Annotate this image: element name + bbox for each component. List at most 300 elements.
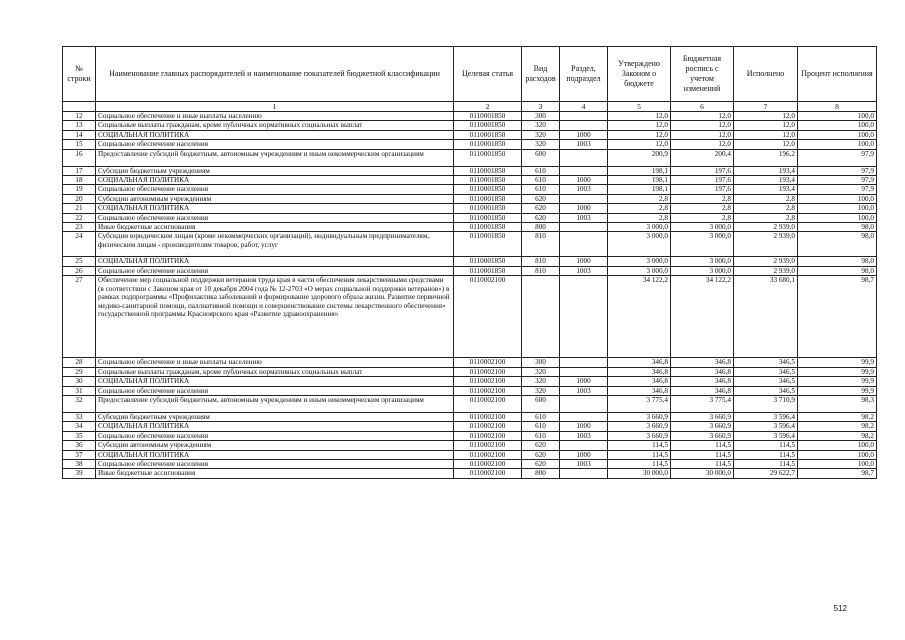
row-percent: 100,0: [798, 130, 877, 139]
row-number: 13: [63, 121, 96, 130]
row-percent: 98,0: [798, 257, 877, 266]
row-section: [560, 194, 608, 203]
row-expense-kind: 610: [522, 176, 560, 185]
row-executed: 12,0: [734, 140, 798, 149]
row-number: 14: [63, 130, 96, 139]
row-number: 12: [63, 112, 96, 121]
header-row-number: № строки: [63, 47, 96, 102]
header-budget-schedule: Бюджетная роспись с учетом изменений: [671, 47, 734, 102]
row-approved: 114,5: [608, 441, 671, 450]
row-name: СОЦИАЛЬНАЯ ПОЛИТИКА: [96, 204, 454, 213]
row-percent: 98,0: [798, 232, 877, 257]
row-executed: 12,0: [734, 121, 798, 130]
row-name: СОЦИАЛЬНАЯ ПОЛИТИКА: [96, 377, 454, 386]
row-section: 1003: [560, 386, 608, 395]
column-number: 3: [522, 102, 560, 112]
row-section: 1000: [560, 450, 608, 459]
header-executed: Исполнено: [734, 47, 798, 102]
row-name: Обеспечение мер социальной поддержки ветеранов труда края в части обеспечения лекарственными средствами (в соответствии с Законом края от 10 декабря 2004 года № 12-2703 «О мерах социальной поддержки ветеранов») в рамках подпрограммы «Профилактика заболеваний и формирование здорового образа жизни. Развитие первичной медико-санитарной помощи, паллиативной помощи и совершенствование системы лекарственного обеспечения» государственной программы Красноярского края «Развитие здравоохранения»: [96, 276, 454, 358]
row-percent: 97,9: [798, 149, 877, 166]
row-executed: 193,4: [734, 166, 798, 175]
row-approved: 12,0: [608, 121, 671, 130]
row-executed: 114,5: [734, 459, 798, 468]
table-row: [63, 450, 877, 459]
row-executed: 2,8: [734, 194, 798, 203]
row-budget-schedule: 3 000,0: [671, 266, 734, 275]
row-target-article: 0110002100: [454, 441, 522, 450]
row-budget-schedule: 2,8: [671, 213, 734, 222]
budget-table: [62, 46, 877, 479]
row-budget-schedule: 3 660,9: [671, 422, 734, 431]
row-approved: 3 660,9: [608, 422, 671, 431]
row-percent: 98,0: [798, 266, 877, 275]
row-approved: 198,1: [608, 166, 671, 175]
row-name: Субсидии автономным учреждениям: [96, 441, 454, 450]
row-budget-schedule: 34 122,2: [671, 276, 734, 358]
row-percent: 100,0: [798, 194, 877, 203]
table-row: [63, 266, 877, 275]
row-approved: 3 660,9: [608, 431, 671, 440]
row-number: 19: [63, 185, 96, 194]
row-number: 27: [63, 276, 96, 358]
row-executed: 193,4: [734, 185, 798, 194]
row-name: Субсидии бюджетным учреждениям: [96, 412, 454, 421]
row-budget-schedule: 346,8: [671, 358, 734, 367]
row-target-article: 0110001850: [454, 130, 522, 139]
row-section: [560, 149, 608, 166]
row-percent: 100,0: [798, 121, 877, 130]
row-number: 17: [63, 166, 96, 175]
row-expense-kind: 300: [522, 358, 560, 367]
row-budget-schedule: 30 000,0: [671, 469, 734, 478]
row-budget-schedule: 3 660,9: [671, 431, 734, 440]
row-target-article: 0110001850: [454, 194, 522, 203]
row-name: Социальное обеспечение населения: [96, 213, 454, 222]
row-approved: 346,8: [608, 377, 671, 386]
row-expense-kind: 320: [522, 367, 560, 376]
row-approved: 346,8: [608, 367, 671, 376]
row-target-article: 0110001850: [454, 223, 522, 232]
row-executed: 346,5: [734, 386, 798, 395]
row-approved: 12,0: [608, 140, 671, 149]
row-approved: 3 000,0: [608, 257, 671, 266]
table-row: [63, 431, 877, 440]
table-header-row: [63, 47, 877, 102]
row-number: 25: [63, 257, 96, 266]
row-name: Социальное обеспечение населения: [96, 266, 454, 275]
row-target-article: 0110001850: [454, 176, 522, 185]
row-target-article: 0110002100: [454, 386, 522, 395]
table-row: [63, 367, 877, 376]
row-number: 23: [63, 223, 96, 232]
row-section: 1003: [560, 213, 608, 222]
row-name: Социальное обеспечение населения: [96, 459, 454, 468]
column-number: 6: [671, 102, 734, 112]
row-section: 1000: [560, 176, 608, 185]
row-number: 36: [63, 441, 96, 450]
row-expense-kind: 300: [522, 112, 560, 121]
row-expense-kind: 800: [522, 469, 560, 478]
row-number: 24: [63, 232, 96, 257]
row-section: [560, 412, 608, 421]
row-section: 1000: [560, 377, 608, 386]
header-percent: Процент исполнения: [798, 47, 877, 102]
row-executed: 2 939,0: [734, 232, 798, 257]
row-percent: 97,9: [798, 166, 877, 175]
row-target-article: 0110002100: [454, 459, 522, 468]
row-expense-kind: 620: [522, 459, 560, 468]
row-number: 21: [63, 204, 96, 213]
table-row: [63, 130, 877, 139]
row-approved: 346,8: [608, 386, 671, 395]
table-row: [63, 149, 877, 166]
row-approved: 114,5: [608, 450, 671, 459]
row-budget-schedule: 3 660,9: [671, 412, 734, 421]
row-percent: 100,0: [798, 213, 877, 222]
table-row: [63, 204, 877, 213]
row-approved: 3 000,0: [608, 223, 671, 232]
column-number: 1: [96, 102, 454, 112]
row-percent: 99,9: [798, 367, 877, 376]
row-section: [560, 223, 608, 232]
row-section: [560, 166, 608, 175]
row-expense-kind: 600: [522, 149, 560, 166]
row-budget-schedule: 197,6: [671, 166, 734, 175]
row-budget-schedule: 12,0: [671, 130, 734, 139]
row-section: 1003: [560, 266, 608, 275]
row-approved: 2,8: [608, 194, 671, 203]
row-target-article: 0110001850: [454, 232, 522, 257]
row-budget-schedule: 3 000,0: [671, 223, 734, 232]
page-number: 512: [833, 604, 847, 613]
row-number: 26: [63, 266, 96, 275]
row-number: 32: [63, 395, 96, 412]
table-body: [63, 112, 877, 479]
header-target-article: Целевая статья: [454, 47, 522, 102]
row-target-article: 0110002100: [454, 395, 522, 412]
row-budget-schedule: 2,8: [671, 204, 734, 213]
row-expense-kind: 810: [522, 232, 560, 257]
row-percent: 98,3: [798, 395, 877, 412]
table-row: [63, 223, 877, 232]
row-budget-schedule: 114,5: [671, 450, 734, 459]
row-percent: 98,7: [798, 276, 877, 358]
row-section: [560, 358, 608, 367]
row-percent: 97,9: [798, 185, 877, 194]
row-number: 31: [63, 386, 96, 395]
row-number: 37: [63, 450, 96, 459]
row-number: 33: [63, 412, 96, 421]
row-budget-schedule: 346,8: [671, 377, 734, 386]
row-expense-kind: 600: [522, 395, 560, 412]
row-expense-kind: 620: [522, 204, 560, 213]
row-expense-kind: 320: [522, 386, 560, 395]
row-budget-schedule: 3 000,0: [671, 232, 734, 257]
row-approved: 198,1: [608, 176, 671, 185]
row-name: Социальное обеспечение населения: [96, 185, 454, 194]
row-budget-schedule: 346,8: [671, 367, 734, 376]
row-name: Субсидии автономным учреждениям: [96, 194, 454, 203]
row-section: [560, 112, 608, 121]
table-row: [63, 412, 877, 421]
row-expense-kind: 620: [522, 441, 560, 450]
table-row: [63, 358, 877, 367]
row-budget-schedule: 3 775,4: [671, 395, 734, 412]
row-approved: 2,8: [608, 204, 671, 213]
row-target-article: 0110002100: [454, 377, 522, 386]
column-number-row: [63, 102, 877, 112]
row-expense-kind: 320: [522, 377, 560, 386]
row-section: 1003: [560, 140, 608, 149]
header-section: Раздел, подраздел: [560, 47, 608, 102]
row-executed: 196,2: [734, 149, 798, 166]
row-section: 1000: [560, 204, 608, 213]
row-name: Субсидии юридическим лицам (кроме некоммерческих организаций), индивидуальным предпринимателям, физическим лицам - производителям товаров, работ, услуг: [96, 232, 454, 257]
row-budget-schedule: 12,0: [671, 121, 734, 130]
row-name: Предоставление субсидий бюджетным, автономным учреждениям и иным некоммерческим организациям: [96, 395, 454, 412]
table-row: [63, 395, 877, 412]
column-number: 5: [608, 102, 671, 112]
row-executed: 3 596,4: [734, 412, 798, 421]
row-target-article: 0110002100: [454, 412, 522, 421]
table-row: [63, 469, 877, 478]
row-name: Социальные выплаты гражданам, кроме публичных нормативных социальных выплат: [96, 367, 454, 376]
row-executed: 346,5: [734, 377, 798, 386]
table-row: [63, 459, 877, 468]
column-number-blank: [63, 102, 96, 112]
row-section: 1000: [560, 130, 608, 139]
row-name: Иные бюджетные ассигнования: [96, 223, 454, 232]
column-number: 7: [734, 102, 798, 112]
row-approved: 200,9: [608, 149, 671, 166]
row-target-article: 0110002100: [454, 469, 522, 478]
row-percent: 100,0: [798, 450, 877, 459]
row-name: СОЦИАЛЬНАЯ ПОЛИТИКА: [96, 130, 454, 139]
row-target-article: 0110001850: [454, 166, 522, 175]
row-expense-kind: 610: [522, 422, 560, 431]
row-executed: 3 596,4: [734, 422, 798, 431]
row-number: 18: [63, 176, 96, 185]
row-percent: 100,0: [798, 140, 877, 149]
row-executed: 193,4: [734, 176, 798, 185]
row-name: Субсидии бюджетным учреждениям: [96, 166, 454, 175]
row-approved: 12,0: [608, 130, 671, 139]
column-number: 2: [454, 102, 522, 112]
row-section: [560, 469, 608, 478]
column-number: 8: [798, 102, 877, 112]
row-target-article: 0110001850: [454, 121, 522, 130]
row-name: Социальное обеспечение и иные выплаты населению: [96, 112, 454, 121]
row-name: Иные бюджетные ассигнования: [96, 469, 454, 478]
row-approved: 12,0: [608, 112, 671, 121]
row-percent: 100,0: [798, 459, 877, 468]
row-budget-schedule: 197,6: [671, 185, 734, 194]
header-name: Наименование главных распорядителей и наименование показателей бюджетной классификации: [96, 47, 454, 102]
row-target-article: 0110002100: [454, 276, 522, 358]
row-executed: 2 939,0: [734, 257, 798, 266]
row-target-article: 0110001850: [454, 140, 522, 149]
row-expense-kind: 320: [522, 121, 560, 130]
header-approved: Утверждено Законом о бюджете: [608, 47, 671, 102]
row-number: 28: [63, 358, 96, 367]
row-name: Социальные выплаты гражданам, кроме публичных нормативных социальных выплат: [96, 121, 454, 130]
row-expense-kind: 320: [522, 140, 560, 149]
row-expense-kind: 620: [522, 450, 560, 459]
row-target-article: 0110001850: [454, 112, 522, 121]
row-name: Социальное обеспечение и иные выплаты населению: [96, 358, 454, 367]
table-row: [63, 422, 877, 431]
row-number: 39: [63, 469, 96, 478]
table-row: [63, 276, 877, 358]
row-expense-kind: 610: [522, 185, 560, 194]
row-approved: 30 000,0: [608, 469, 671, 478]
row-expense-kind: [522, 276, 560, 358]
table-row: [63, 377, 877, 386]
row-section: 1003: [560, 459, 608, 468]
row-name: Социальное обеспечение населения: [96, 140, 454, 149]
row-expense-kind: 610: [522, 412, 560, 421]
row-budget-schedule: 114,5: [671, 459, 734, 468]
table-row: [63, 441, 877, 450]
row-percent: 99,9: [798, 386, 877, 395]
row-section: [560, 441, 608, 450]
row-section: 1000: [560, 422, 608, 431]
row-target-article: 0110002100: [454, 431, 522, 440]
row-name: СОЦИАЛЬНАЯ ПОЛИТИКА: [96, 257, 454, 266]
row-target-article: 0110002100: [454, 358, 522, 367]
row-expense-kind: 320: [522, 130, 560, 139]
row-target-article: 0110002100: [454, 422, 522, 431]
row-expense-kind: 810: [522, 266, 560, 275]
row-name: Социальное обеспечение населения: [96, 431, 454, 440]
table-row: [63, 232, 877, 257]
row-number: 22: [63, 213, 96, 222]
row-approved: 34 122,2: [608, 276, 671, 358]
row-approved: 3 000,0: [608, 266, 671, 275]
row-target-article: 0110001850: [454, 213, 522, 222]
table-row: [63, 166, 877, 175]
row-target-article: 0110001850: [454, 266, 522, 275]
row-name: Социальное обеспечение населения: [96, 386, 454, 395]
budget-table-container: [62, 46, 876, 479]
row-target-article: 0110001850: [454, 149, 522, 166]
row-executed: 33 680,1: [734, 276, 798, 358]
row-target-article: 0110002100: [454, 450, 522, 459]
row-name: СОЦИАЛЬНАЯ ПОЛИТИКА: [96, 176, 454, 185]
row-approved: 198,1: [608, 185, 671, 194]
row-executed: 12,0: [734, 112, 798, 121]
table-row: [63, 386, 877, 395]
row-executed: 114,5: [734, 441, 798, 450]
row-expense-kind: 800: [522, 223, 560, 232]
row-budget-schedule: 3 000,0: [671, 257, 734, 266]
row-number: 38: [63, 459, 96, 468]
table-row: [63, 121, 877, 130]
row-name: СОЦИАЛЬНАЯ ПОЛИТИКА: [96, 422, 454, 431]
row-budget-schedule: 12,0: [671, 112, 734, 121]
table-row: [63, 176, 877, 185]
row-executed: 29 622,7: [734, 469, 798, 478]
row-number: 15: [63, 140, 96, 149]
row-percent: 99,9: [798, 377, 877, 386]
table-row: [63, 213, 877, 222]
row-percent: 98,7: [798, 469, 877, 478]
row-number: 29: [63, 367, 96, 376]
row-approved: 3 000,0: [608, 232, 671, 257]
row-section: 1000: [560, 257, 608, 266]
row-percent: 98,0: [798, 223, 877, 232]
row-number: 20: [63, 194, 96, 203]
row-number: 35: [63, 431, 96, 440]
row-percent: 98,2: [798, 422, 877, 431]
table-row: [63, 185, 877, 194]
row-percent: 100,0: [798, 112, 877, 121]
row-section: 1003: [560, 185, 608, 194]
row-approved: 3 660,9: [608, 412, 671, 421]
row-expense-kind: 620: [522, 213, 560, 222]
row-target-article: 0110001850: [454, 204, 522, 213]
row-executed: 346,5: [734, 358, 798, 367]
row-percent: 98,2: [798, 431, 877, 440]
row-approved: 114,5: [608, 459, 671, 468]
row-executed: 3 596,4: [734, 431, 798, 440]
row-budget-schedule: 346,8: [671, 386, 734, 395]
row-section: [560, 367, 608, 376]
column-number: 4: [560, 102, 608, 112]
row-section: 1003: [560, 431, 608, 440]
row-section: [560, 121, 608, 130]
row-budget-schedule: 114,5: [671, 441, 734, 450]
row-executed: 346,5: [734, 367, 798, 376]
row-percent: 99,9: [798, 358, 877, 367]
row-budget-schedule: 200,4: [671, 149, 734, 166]
row-name: Предоставление субсидий бюджетным, автономным учреждениям и иным некоммерческим организациям: [96, 149, 454, 166]
table-row: [63, 257, 877, 266]
row-percent: 98,2: [798, 412, 877, 421]
table-row: [63, 140, 877, 149]
row-executed: 12,0: [734, 130, 798, 139]
row-expense-kind: 610: [522, 166, 560, 175]
row-number: 16: [63, 149, 96, 166]
row-executed: 2,8: [734, 204, 798, 213]
row-executed: 2 939,0: [734, 223, 798, 232]
row-approved: 3 775,4: [608, 395, 671, 412]
table-row: [63, 112, 877, 121]
row-executed: 3 710,9: [734, 395, 798, 412]
row-section: [560, 395, 608, 412]
row-approved: 2,8: [608, 213, 671, 222]
row-expense-kind: 620: [522, 194, 560, 203]
row-executed: 2 939,0: [734, 266, 798, 275]
row-target-article: 0110001850: [454, 257, 522, 266]
row-section: [560, 232, 608, 257]
row-number: 30: [63, 377, 96, 386]
row-percent: 97,9: [798, 176, 877, 185]
row-executed: 2,8: [734, 213, 798, 222]
row-budget-schedule: 12,0: [671, 140, 734, 149]
row-budget-schedule: 2,8: [671, 194, 734, 203]
row-budget-schedule: 197,6: [671, 176, 734, 185]
row-expense-kind: 810: [522, 257, 560, 266]
row-number: 34: [63, 422, 96, 431]
row-expense-kind: 610: [522, 431, 560, 440]
row-target-article: 0110001850: [454, 185, 522, 194]
row-executed: 114,5: [734, 450, 798, 459]
row-name: СОЦИАЛЬНАЯ ПОЛИТИКА: [96, 450, 454, 459]
header-expense-kind: Вид расходов: [522, 47, 560, 102]
row-percent: 100,0: [798, 204, 877, 213]
row-percent: 100,0: [798, 441, 877, 450]
